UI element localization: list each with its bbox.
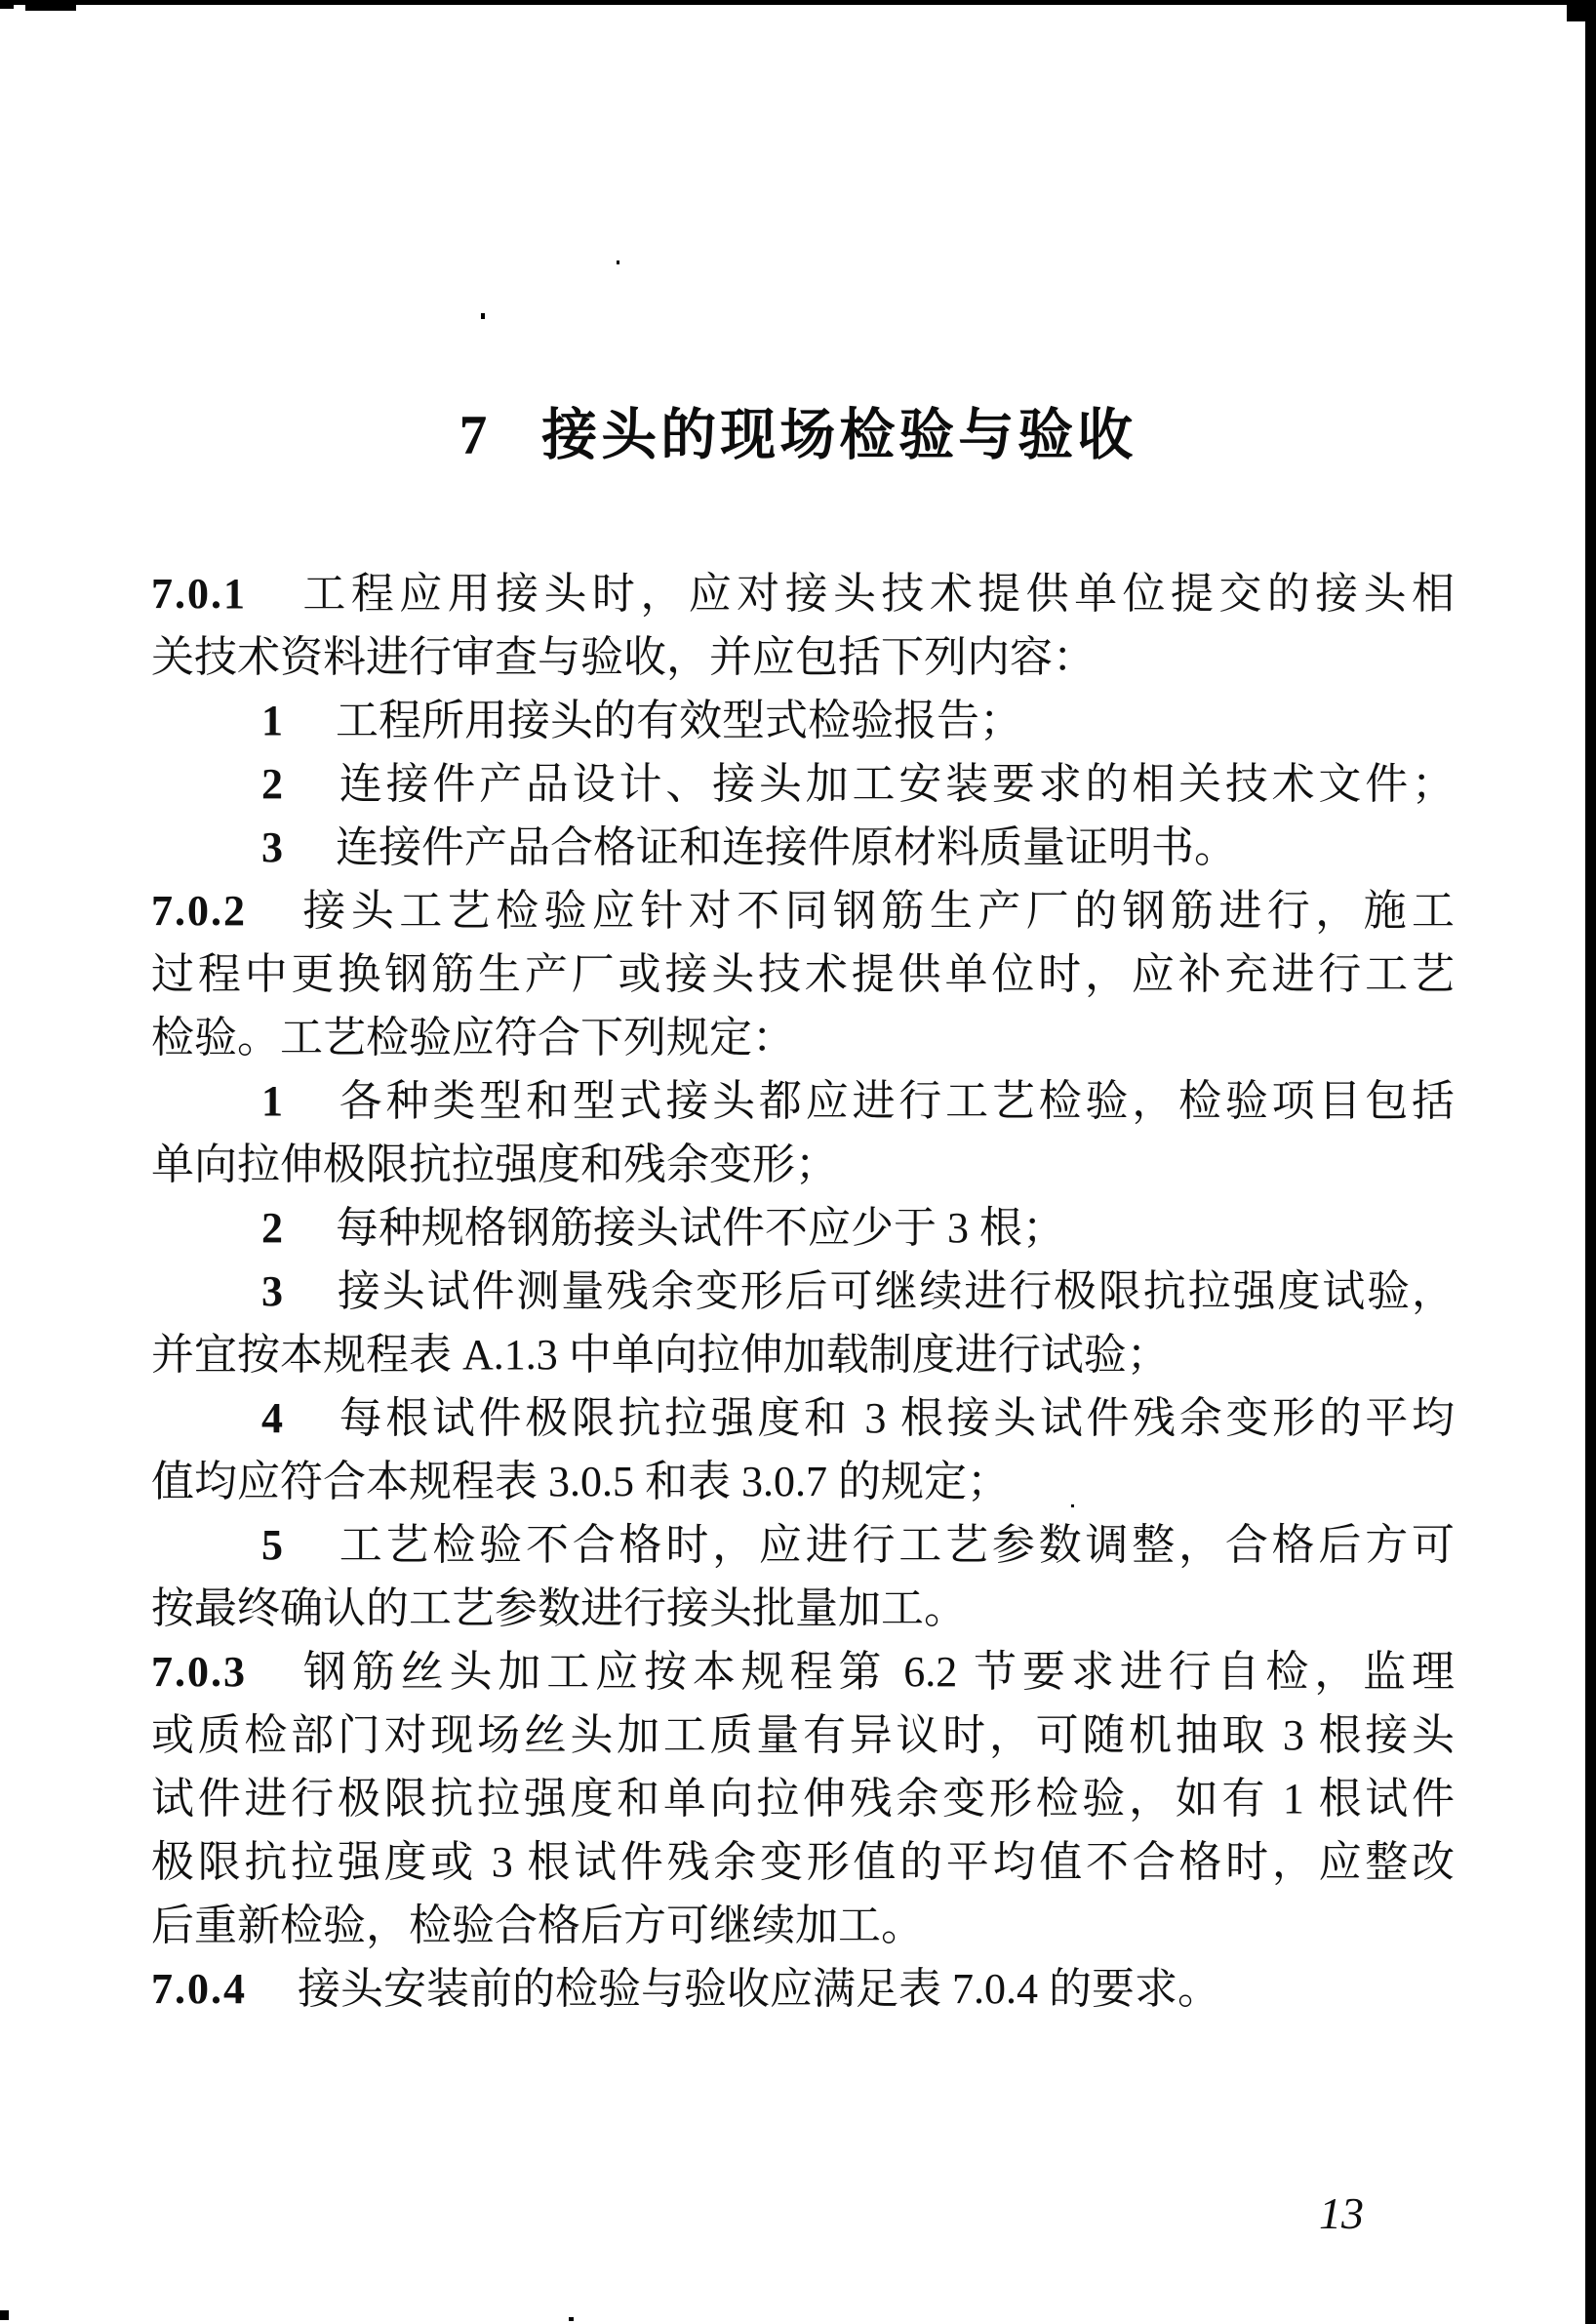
line-text: 接头安装前的检验与验收应满足表 7.0.4 的要求。 bbox=[298, 1965, 1220, 2013]
text-line bbox=[151, 562, 1455, 625]
scan-artifact-right-edge bbox=[1585, 0, 1596, 2324]
text-line bbox=[151, 1260, 1455, 1323]
text-line bbox=[151, 1513, 1455, 1577]
line-text: 每种规格钢筋接头试件不应少于 3 根； bbox=[336, 1204, 1065, 1252]
text-line bbox=[151, 1196, 1455, 1260]
text-line bbox=[151, 879, 1455, 942]
text-line bbox=[151, 752, 1455, 816]
line-text: 接头试件测量残余变形后可继续进行极限抗拉强度试验， bbox=[336, 1267, 1455, 1315]
page-number: 13 bbox=[1319, 2188, 1364, 2238]
clause-number: 4 bbox=[261, 1394, 285, 1442]
text-line bbox=[151, 625, 1455, 689]
clause-number: 1 bbox=[261, 697, 285, 744]
text-line bbox=[151, 1323, 1455, 1386]
line-text: 工程所用接头的有效型式检验报告； bbox=[336, 697, 1022, 744]
clause-number: 7.0.1 bbox=[151, 570, 247, 618]
line-text: 各种类型和型式接头都应进行工艺检验，检验项目包括 bbox=[336, 1077, 1455, 1125]
clause-number: 7.0.4 bbox=[151, 1965, 247, 2013]
text-line bbox=[151, 1133, 1455, 1196]
text-line bbox=[151, 1069, 1455, 1133]
text-line bbox=[151, 1830, 1455, 1894]
text-line bbox=[151, 1386, 1455, 1450]
body-text bbox=[151, 562, 1455, 2021]
text-line bbox=[151, 1703, 1455, 1767]
scan-speck bbox=[481, 313, 485, 319]
line-text: 钢筋丝头加工应按本规程第 6.2 节要求进行自检，监理 bbox=[298, 1648, 1455, 1696]
text-line bbox=[151, 1767, 1455, 1830]
line-text: 单向拉伸极限抗拉强度和残余变形； bbox=[151, 1141, 838, 1188]
line-text: 工程应用接头时，应对接头技术提供单位提交的接头相 bbox=[298, 570, 1455, 618]
line-text: 极限抗拉强度或 3 根试件残余变形值的平均值不合格时，应整改 bbox=[151, 1838, 1455, 1886]
chapter-number: 7 bbox=[459, 405, 492, 466]
line-text: 每根试件极限抗拉强度和 3 根接头试件残余变形的平均 bbox=[336, 1394, 1455, 1442]
line-text: 工艺检验不合格时，应进行工艺参数调整，合格后方可 bbox=[336, 1521, 1455, 1569]
clause-number: 5 bbox=[261, 1521, 285, 1569]
clause-number: 7.0.3 bbox=[151, 1648, 247, 1696]
line-text: 连接件产品合格证和连接件原材料质量证明书。 bbox=[336, 823, 1237, 871]
text-line bbox=[151, 942, 1455, 1006]
text-line bbox=[151, 689, 1455, 752]
scan-speck bbox=[617, 260, 619, 264]
text-line bbox=[151, 1957, 1455, 2021]
clause-number: 2 bbox=[261, 760, 285, 808]
line-text: 按最终确认的工艺参数进行接头批量加工。 bbox=[151, 1584, 967, 1632]
line-text: 过程中更换钢筋生产厂或接头技术提供单位时，应补充进行工艺 bbox=[151, 950, 1455, 998]
line-text: 或质检部门对现场丝头加工质量有异议时，可随机抽取 3 根接头 bbox=[151, 1711, 1455, 1759]
line-text: 后重新检验，检验合格后方可继续加工。 bbox=[151, 1902, 924, 1949]
text-line bbox=[151, 1577, 1455, 1640]
text-line bbox=[151, 1006, 1455, 1069]
line-text: 值均应符合本规程表 3.0.5 和表 3.0.7 的规定； bbox=[151, 1458, 1010, 1505]
scan-artifact-bottom-left bbox=[0, 2310, 9, 2320]
scan-artifact-top-edge bbox=[0, 0, 1596, 5]
line-text: 关技术资料进行审查与验收，并应包括下列内容： bbox=[151, 633, 1096, 681]
clause-number: 3 bbox=[261, 1267, 285, 1315]
clause-number: 2 bbox=[261, 1204, 285, 1252]
line-text: 并宜按本规程表 A.1.3 中单向拉伸加载制度进行试验； bbox=[151, 1331, 1170, 1379]
text-line bbox=[151, 1640, 1455, 1703]
text-line bbox=[151, 1894, 1455, 1957]
line-text: 连接件产品设计、接头加工安装要求的相关技术文件； bbox=[336, 760, 1455, 808]
scan-artifact-top-left-2 bbox=[0, 0, 14, 9]
chapter-heading bbox=[0, 390, 1596, 470]
scan-artifact-top-left bbox=[25, 0, 76, 11]
clause-number: 3 bbox=[261, 823, 285, 871]
scan-speck bbox=[569, 2317, 574, 2321]
clause-number: 7.0.2 bbox=[151, 887, 247, 935]
line-text: 检验。工艺检验应符合下列规定： bbox=[151, 1014, 795, 1062]
clause-number: 1 bbox=[261, 1077, 285, 1125]
chapter-title-text: 接头的现场检验与验收 bbox=[541, 405, 1137, 466]
text-line bbox=[151, 1450, 1455, 1513]
text-line bbox=[151, 816, 1455, 879]
line-text: 试件进行极限抗拉强度和单向拉伸残余变形检验，如有 1 根试件 bbox=[151, 1775, 1455, 1823]
line-text: 接头工艺检验应针对不同钢筋生产厂的钢筋进行，施工 bbox=[298, 887, 1455, 935]
